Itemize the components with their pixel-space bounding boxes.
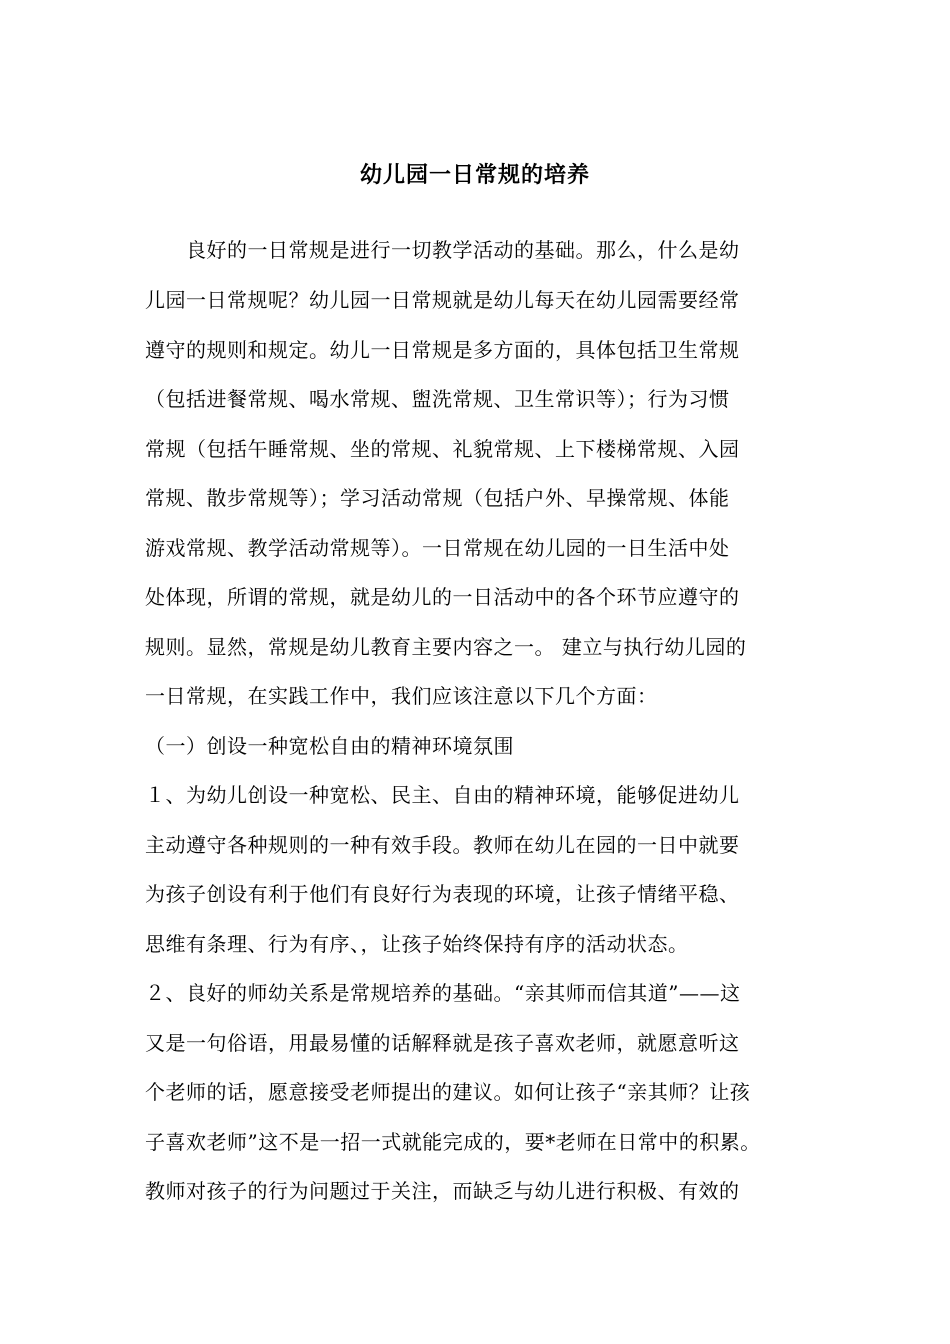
body-line: 常规、散步常规等）；学习活动常规（包括户外、早操常规、体能 [145, 486, 730, 510]
body-line: 一日常规，在实践工作中，我们应该注意以下几个方面： [145, 684, 658, 708]
body-line: 游戏常规、教学活动常规等）。一日常规在幼儿园的一日生活中处 [145, 536, 730, 560]
body-line: 思维有条理、行为有序、，让孩子始终保持有序的活动状态。 [145, 932, 689, 956]
section-heading: （一）创设一种宽松自由的精神环境氛围 [145, 734, 514, 758]
body-line: 子喜欢老师”这不是一招一式就能完成的，要*老师在日常中的积累。 [145, 1130, 761, 1154]
body-line: 处体现，所谓的常规，就是幼儿的一日活动中的各个环节应遵守的 [145, 585, 740, 609]
document-title: 幼儿园一日常规的培养 [359, 162, 590, 188]
body-line: 为孩子创设有利于他们有良好行为表现的环境，让孩子情绪平稳、 [145, 882, 740, 906]
body-line: 主动遵守各种规则的一种有效手段。教师在幼儿在园的一日中就要 [145, 833, 740, 857]
body-line: 教师对孩子的行为问题过于关注，而缺乏与幼儿进行积极、有效的 [145, 1179, 740, 1203]
body-line: 规则。显然，常规是幼儿教育主要内容之一。 建立与执行幼儿园的 [145, 635, 747, 659]
body-line: 遵守的规则和规定。幼儿一日常规是多方面的，具体包括卫生常规 [145, 338, 740, 362]
body-line: １、为幼儿创设一种宽松、民主、自由的精神环境，能够促进幼儿 [145, 783, 740, 807]
body-line: 个老师的话，愿意接受老师提出的建议。如何让孩子“亲其师？让孩 [145, 1080, 751, 1104]
body-line: 常规（包括午睡常规、坐的常规、礼貌常规、上下楼梯常规、入园 [145, 437, 740, 461]
body-line: 良好的一日常规是进行一切教学活动的基础。那么，什么是幼 [145, 238, 740, 262]
body-line: 儿园一日常规呢？幼儿园一日常规就是幼儿每天在幼儿园需要经常 [145, 288, 740, 312]
body-line: ２、良好的师幼关系是常规培养的基础。“亲其师而信其道”——这 [145, 981, 741, 1005]
body-line: 又是一句俗语，用最易懂的话解释就是孩子喜欢老师，就愿意听这 [145, 1031, 740, 1055]
body-line: （包括进餐常规、喝水常规、盥洗常规、卫生常识等）；行为习惯 [145, 387, 730, 411]
